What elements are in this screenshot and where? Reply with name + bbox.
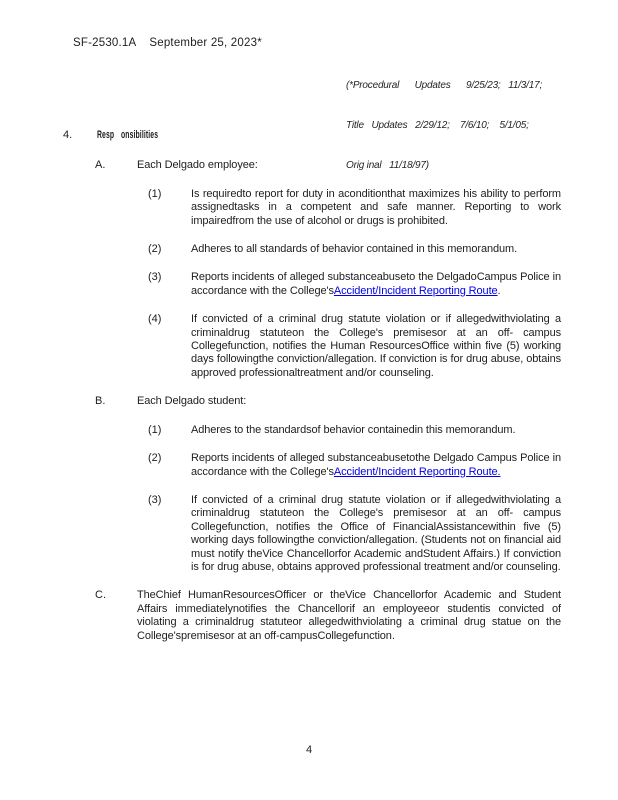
subsection-a-heading bbox=[95, 159, 563, 172]
page-footer bbox=[0, 744, 618, 756]
list-item bbox=[148, 452, 563, 479]
item-number: (1) bbox=[148, 423, 162, 436]
subsection-heading-text: Each Delgado employee: bbox=[137, 159, 258, 172]
subsection-heading-text: Each Delgado student: bbox=[137, 395, 247, 408]
item-text-pre: Reports incidents of alleged substanceabuseto the DelgadoCampus Police in accordance with the College's bbox=[191, 271, 561, 297]
subsection-b-items bbox=[148, 424, 563, 575]
item-number: (1) bbox=[148, 187, 162, 200]
accident-incident-reporting-route-link[interactable]: Accident/Incident Reporting Route. bbox=[333, 465, 501, 478]
subsection-paragraph-text: TheChief HumanResourcesOfficer or theVice Chancellorfor Academic and Student Affairs immediatelynotifies the Chancellorif an employeeor studentis convicted of violating a criminaldrug statuteor allegedwithviolating a criminal drug statue on the College'spremisesor at an off-campusCollegefunction. bbox=[137, 589, 561, 642]
item-number: (2) bbox=[148, 452, 162, 465]
item-text: If convicted of a criminal drug statute violation or if allegedwithviolating a criminaldrug statuteon the College's premisesor at an off- campus Collegefunction, notifies the Office of FinancialAssistancewithin five (5) working days followingthe conviction/allegation. (Students not on financial aid must notify theVice Chancellorfor Academic andStudent Affairs.) If conviction is for drug abuse, obtains approved professional treatment and/or counseling. bbox=[191, 493, 561, 573]
subsection-letter: C. bbox=[95, 589, 106, 602]
item-text: Adheres to the standardsof behavior containedin this memorandum. bbox=[191, 423, 516, 436]
subsection-b bbox=[95, 395, 563, 574]
list-item bbox=[148, 424, 563, 437]
subsection-letter: B. bbox=[95, 395, 106, 408]
item-text: Is requiredto report for duty in aconditionthat maximizes his ability to perform assignedtasks in a competent and safe manner. Reporting to work impairedfrom the use of alcohol or drugs is prohibited. bbox=[191, 187, 561, 227]
list-item bbox=[148, 271, 563, 298]
revision-note-line-1: (*Procedural Updates 9/25/23; 11/3/17; bbox=[346, 80, 543, 92]
item-number: (3) bbox=[148, 271, 162, 284]
revision-note-line-3: Orig inal 11/18/97) bbox=[346, 159, 429, 171]
section-number: 4. bbox=[63, 129, 73, 141]
doc-id: SF-2530.1A bbox=[73, 37, 137, 49]
subsection-letter: A. bbox=[95, 159, 106, 172]
subsection-c-paragraph bbox=[95, 589, 563, 643]
section-title-part-2: onsibilities bbox=[120, 129, 159, 141]
list-item bbox=[148, 494, 563, 574]
page-number: 4 bbox=[305, 744, 313, 756]
subsection-a bbox=[95, 159, 563, 380]
section-title bbox=[97, 129, 158, 142]
item-text: Adheres to all standards of behavior contained in this memorandum. bbox=[191, 243, 518, 256]
item-text: If convicted of a criminal drug statute violation or if allegedwithviolating a criminaldrug statuteon the College's premisesor at an off- campus Collegefunction, notifies the Human ResourcesOffice within five (5) working days followingthe conviction/allegation. If conviction is for drug abuse, obtains approved professionaltreatment and/or counseling. bbox=[191, 313, 561, 379]
section-title-part-1: Resp bbox=[97, 129, 115, 141]
item-text-post: . bbox=[497, 284, 501, 297]
item-text bbox=[191, 271, 561, 298]
revision-note-line-2: Title Updates 2/29/12; 7/6/10; 5/1/05; bbox=[346, 120, 529, 132]
accident-incident-reporting-route-link[interactable]: Accident/Incident Reporting Route bbox=[333, 284, 498, 297]
list-item bbox=[148, 313, 563, 380]
item-text-pre: Reports incidents of alleged substanceabusetothe Delgado Campus Police in accordance with the College's bbox=[191, 452, 561, 478]
item-number: (3) bbox=[148, 493, 162, 506]
item-text bbox=[191, 452, 561, 479]
subsection-a-items bbox=[148, 188, 563, 380]
subsection-b-heading bbox=[95, 395, 563, 408]
document-header bbox=[73, 37, 262, 49]
item-number: (2) bbox=[148, 243, 162, 256]
document-body bbox=[63, 129, 563, 658]
subsection-c bbox=[95, 589, 563, 643]
list-item bbox=[148, 243, 563, 256]
doc-date: September 25, 2023* bbox=[149, 37, 262, 49]
item-number: (4) bbox=[148, 313, 162, 326]
list-item bbox=[148, 188, 563, 228]
section-4-heading bbox=[63, 129, 563, 142]
